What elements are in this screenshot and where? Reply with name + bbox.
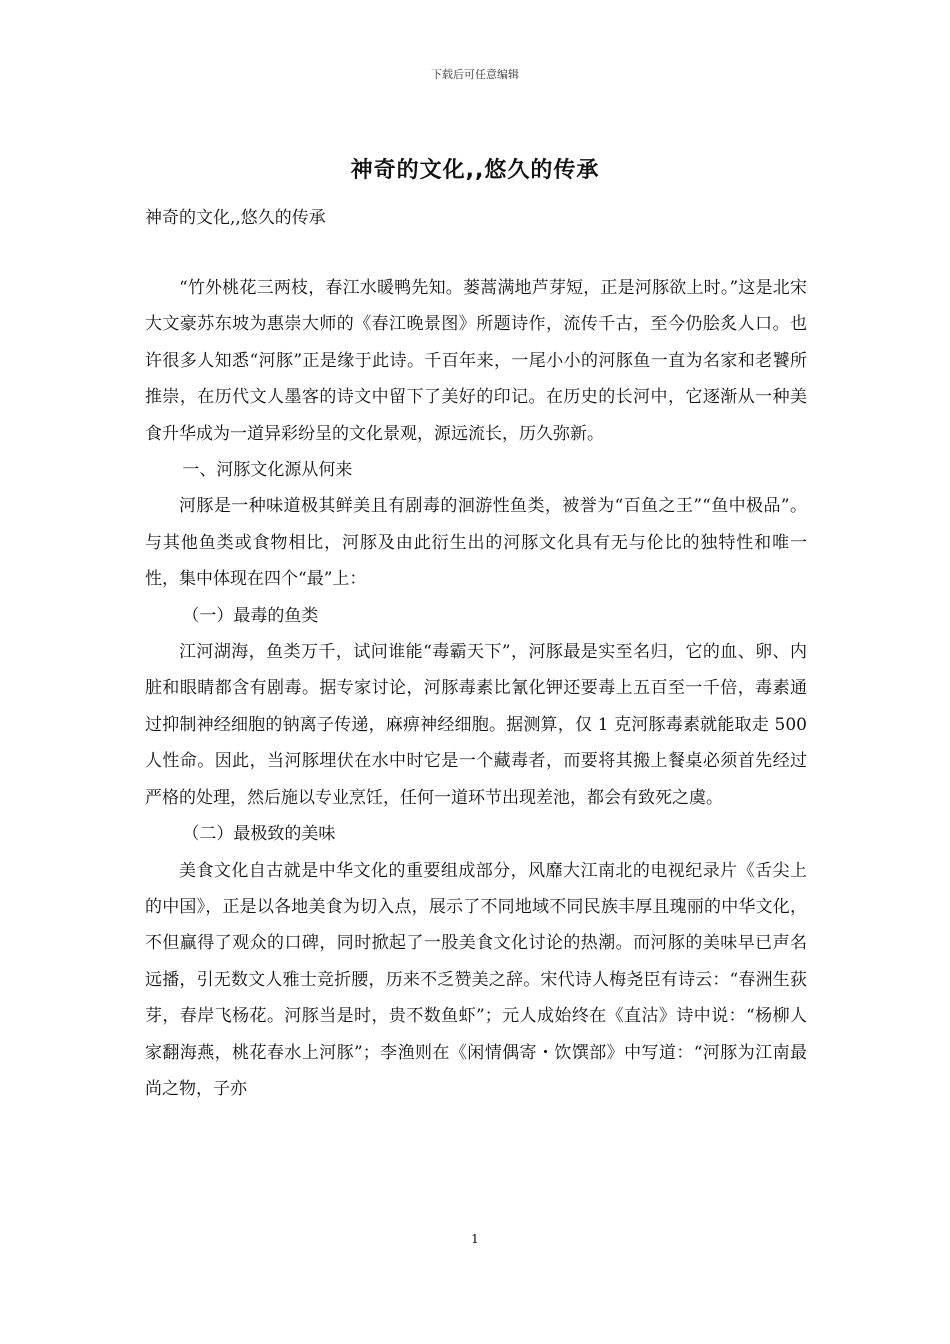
document-body [145,270,807,1107]
section-heading-origin: 一、河豚文化源从何来 [182,460,353,481]
paragraph-flavor: 美食文化自古就是中华文化的重要组成部分，风靡大江南北的电视纪录片《舌尖上的中国》，正是以各地美食为切入点，展示了不同地域不同民族丰厚且瑰丽的中华文化，不但赢得了观众的口碑，同时掀起了一股美食文化讨论的热潮。而河豚的美味早已声名远播，引无数文人雅士竞折腰，历来不乏赞美之辞。宋代诗人梅尧臣有诗云：“春洲生荻芽，春岸飞杨花。河豚当是时，贵不数鱼虾”；元人成始终在《直沽》诗中说：“杨柳人家翻海燕，桃花春水上河豚”；李渔则在《闲情偶寄・饮馔部》中写道：“河豚为江南最尚之物，子亦 [145,860,807,1099]
subsection-heading-poison: （一）最毒的鱼类 [182,605,319,626]
paragraph-intro: “竹外桃花三两枝，春江水暖鸭先知。蒌蒿满地芦芽短，正是河豚欲上时。”这是北宋大文豪苏东坡为惠崇大师的《春江晚景图》所题诗作，流传千古，至今仍脍炙人口。也许很多人知悉“河豚”正是缘于此诗。千百年来，一尾小小的河豚鱼一直为名家和老饕所推崇，在历代文人墨客的诗文中留下了美好的印记。在历史的长河中，它逐渐从一种美食升华成为一道异彩纷呈的文化景观，源远流长，历久弥新。 [145,278,807,444]
page-header: 下载后可任意编辑 [431,68,519,81]
paragraph-poison: 江河湖海，鱼类万千，试问谁能“毒霸天下”，河豚最是实至名归，它的血、卵、内脏和眼睛都含有剧毒。据专家讨论，河豚毒素比氰化钾还要毒上五百至一千倍，毒素通过抑制神经细胞的钠离子传递，麻痹神经细胞。据测算，仅 1 克河豚毒素就能取走 500 人性命。因此，当河豚埋伏在水中时它是一个藏毒者，而要将其搬上餐桌必须首先经过严格的处理，然后施以专业烹饪，任何一道环节出现差池，都会有致死之虞。 [145,642,807,808]
document-title: 神奇的文化,,悠久的传承 [350,158,600,183]
subsection-heading-flavor: （二）最极致的美味 [182,824,336,845]
page-number: 1 [471,1232,479,1246]
document-subtitle: 神奇的文化,,悠久的传承 [145,208,326,228]
paragraph-origin: 河豚是一种味道极其鲜美且有剧毒的洄游性鱼类，被誉为“百鱼之王”“鱼中极品”。与其他鱼类或食物相比，河豚及由此衍生出的河豚文化具有无与伦比的独特性和唯一性，集中体现在四个“最”上： [145,496,807,590]
